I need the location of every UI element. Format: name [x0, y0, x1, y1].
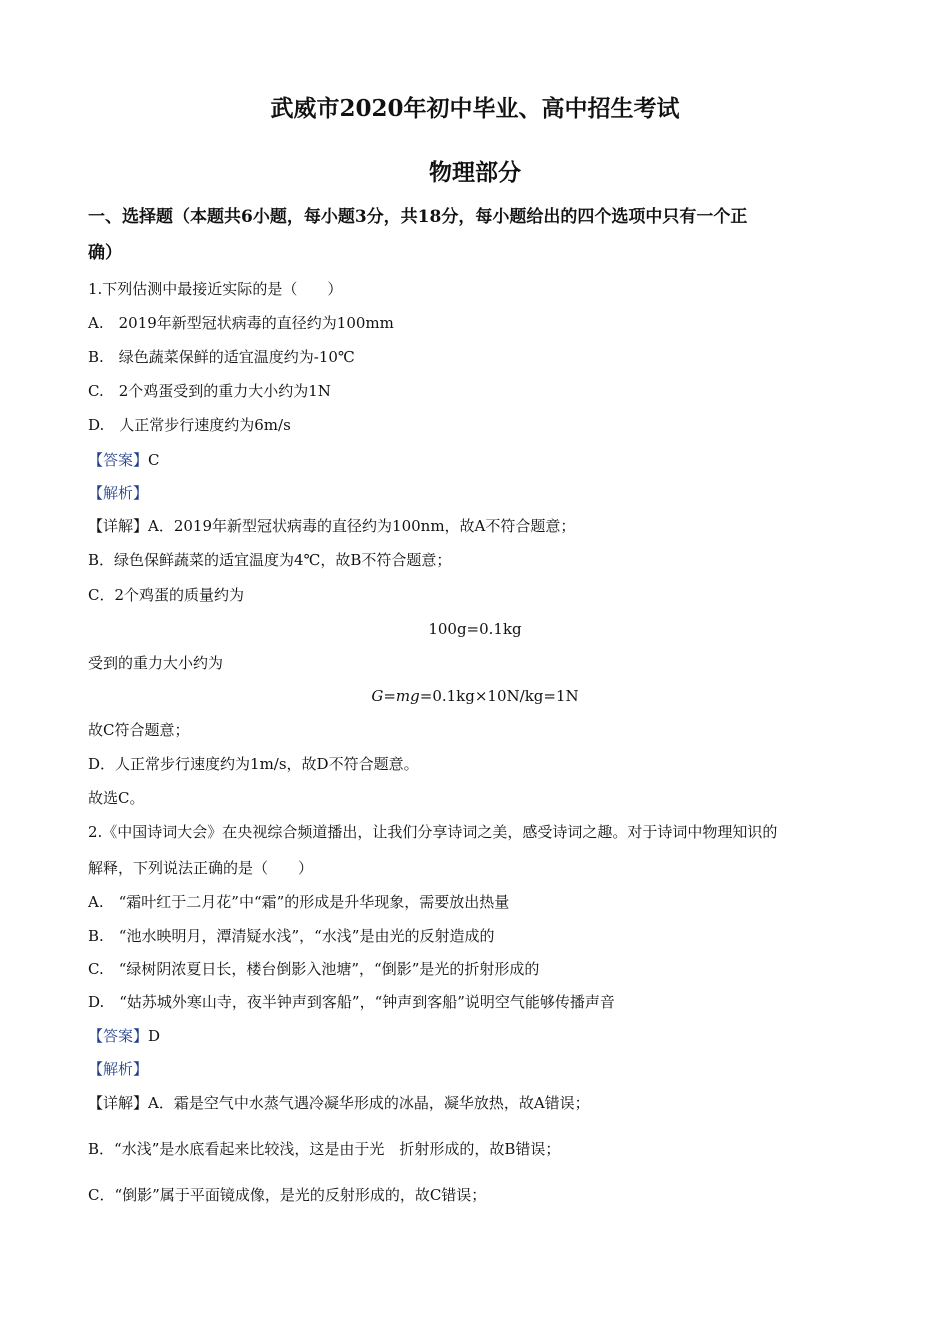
q2-detail-b: B．“水浅”是水底看起来比较浅，这是由于光 折射形成的，故B错误； [88, 1140, 561, 1158]
q2-option-d: D. “姑苏城外寒山寺，夜半钟声到客船”，“钟声到客船”说明空气能够传播声音 [88, 993, 615, 1011]
answer-tag: 【答案】 [88, 451, 149, 469]
q1-detail-d: D．人正常步行速度约为1m/s，故D不符合题意。 [88, 755, 419, 773]
q2-detail-c: C．“倒影”属于平面镜成像，是光的反射形成的，故C错误； [88, 1186, 487, 1204]
q2-stem-cont: 解释，下列说法正确的是（ ） [88, 859, 314, 877]
q1-choose: 故选C。 [88, 789, 145, 807]
q1-analysis-tag: 【解析】 [88, 484, 149, 502]
q1-detail-a: 【详解】A．2019年新型冠状病毒的直径约为100nm，故A不符合题意； [88, 517, 576, 535]
q1-answer [88, 450, 160, 470]
answer-tag: 【答案】 [88, 1027, 149, 1045]
q1-c-conclusion: 故C符合题意； [88, 721, 190, 739]
q2-detail-a: 【详解】A．霜是空气中水蒸气遇冷凝华形成的冰晶，凝华放热，故A错误； [88, 1094, 590, 1112]
q2-option-a: A. “霜叶红于二月花”中“霜”的形成是升华现象，需要放出热量 [88, 893, 510, 911]
q1-option-d: D. 人正常步行速度约为6m/s [88, 416, 291, 434]
q2-stem: 2.《中国诗词大会》在央视综合频道播出，让我们分享诗词之美，感受诗词之趣。对于诗词中物理知识的 [88, 823, 778, 841]
q1-detail-b: B．绿色保鲜蔬菜的适宜温度为4℃，故B不符合题意； [88, 551, 452, 569]
detail-tag: 【详解】 [88, 517, 149, 535]
section-heading: 一、选择题（本题共6小题，每小题3分，共18分，每小题给出的四个选项中只有一个正 [88, 207, 748, 227]
q1-formula-mass: 100g=0.1kg [428, 620, 522, 638]
section-heading-cont: 确） [88, 243, 122, 263]
q2-option-c: C. “绿树阴浓夏日长，楼台倒影入池塘”，“倒影”是光的折射形成的 [88, 960, 540, 978]
q2-option-b: B. “池水映明月，潭清疑水浅”，“水浅”是由光的反射造成的 [88, 927, 495, 945]
q1-option-b: B. 绿色蔬菜保鲜的适宜温度约为-10℃ [88, 348, 355, 366]
q1-option-a: A. 2019年新型冠状病毒的直径约为100mm [88, 314, 394, 332]
q1-stem: 1.下列估测中最接近实际的是（ ） [88, 280, 343, 298]
exam-subtitle: 物理部分 [429, 159, 521, 186]
detail-tag: 【详解】 [88, 1094, 149, 1112]
answer-value: C [148, 451, 160, 469]
q1-formula-gravity: G=mg=0.1kg×10N/kg=1N [371, 687, 579, 705]
q2-analysis-tag: 【解析】 [88, 1060, 149, 1078]
q1-gravity-text: 受到的重力大小约为 [88, 654, 224, 672]
q2-answer [88, 1026, 160, 1046]
q1-option-c: C. 2个鸡蛋受到的重力大小约为1N [88, 382, 331, 400]
q1-detail-c: C．2个鸡蛋的质量约为 [88, 586, 245, 604]
exam-title: 武威市2020年初中毕业、高中招生考试 [270, 95, 680, 122]
answer-value: D [148, 1027, 161, 1045]
